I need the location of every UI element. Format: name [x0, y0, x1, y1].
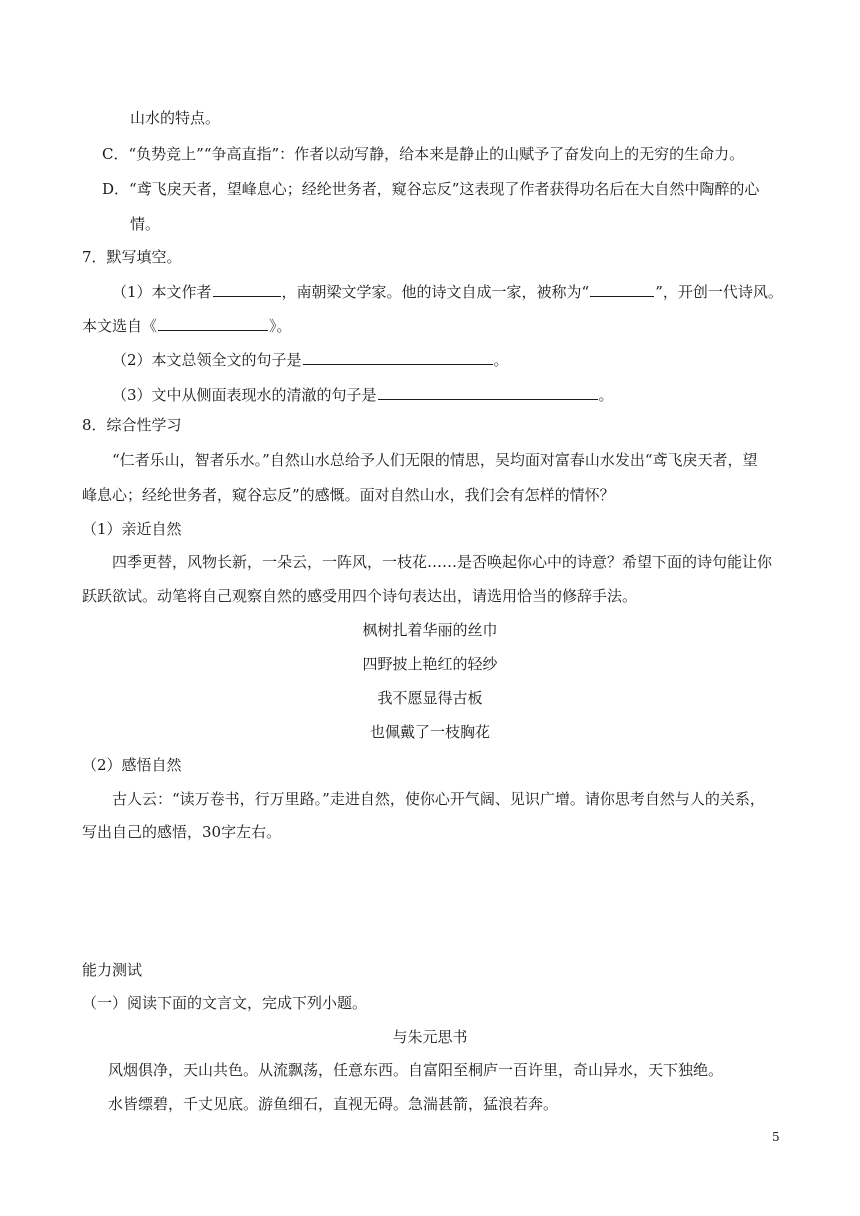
q8-intro-line1: “仁者乐山，智者乐水。”自然山水总给予人们无限的情思，吴均面对富春山水发出“鸢飞戾天者，望	[112, 451, 758, 469]
q7-sub1-text-c: ”，开创一代诗风。	[655, 283, 783, 301]
page-number: 5	[772, 1130, 780, 1144]
option-c-label: C．	[102, 145, 129, 163]
q8-part2-title: （2）感悟自然	[82, 756, 182, 774]
blank-summary-sentence[interactable]	[303, 349, 493, 365]
q7-sub1-text-b: ，南朝梁文学家。他的诗文自成一家，被称为“	[281, 283, 590, 301]
option-d-continuation: 情。	[130, 215, 161, 233]
q7-sub2-end: 。	[493, 351, 509, 369]
blank-clear-water-sentence[interactable]	[378, 384, 598, 400]
q7-sub1-text-e: 》。	[269, 317, 292, 335]
q7-sub3-text: （3）文中从侧面表现水的清澈的句子是	[112, 386, 377, 404]
q7-sub2-text: （2）本文总领全文的句子是	[112, 351, 302, 369]
poem-line: 也佩戴了一枝胸花	[369, 723, 490, 741]
q8-title: 8．综合性学习	[82, 416, 182, 434]
q7-title: 7．默写填空。	[82, 248, 182, 266]
q7-sub1-cont	[82, 315, 292, 336]
blank-style-name[interactable]	[590, 281, 654, 297]
q8-part1-text-line2: 跃跃欲试。动笔将自己观察自然的感受用四个诗句表达出，请选用恰当的修辞手法。	[82, 587, 638, 605]
q7-sub2	[112, 349, 509, 370]
section-title: 能力测试	[82, 961, 143, 979]
q8-part1-title: （1）亲近自然	[82, 520, 182, 538]
q7-sub1	[112, 281, 783, 302]
q8-part2-text-line2: 写出自己的感悟，30字左右。	[82, 823, 282, 841]
option-d	[102, 179, 759, 199]
poem-line: 我不愿显得古板	[377, 689, 483, 707]
option-c	[102, 144, 744, 164]
q7-sub1-text-d: 本文选自《	[82, 317, 158, 335]
option-d-text: “鸢飞戾天者，望峰息心；经纶世务者，窥谷忘反”这表现了作者获得功名后在大自然中陶醉的心	[129, 180, 760, 198]
article-paragraph: 水皆缥碧，千丈见底。游鱼细石，直视无碍。急湍甚箭，猛浪若奔。	[108, 1095, 559, 1113]
poem-line: 四野披上艳红的轻纱	[362, 655, 498, 673]
q7-sub3-end: 。	[598, 386, 614, 404]
poem-line: 枫树扎着华丽的丝巾	[362, 621, 498, 639]
option-b-continuation: 山水的特点。	[130, 109, 221, 127]
q7-sub1-text-a: （1）本文作者	[112, 283, 212, 301]
blank-source-book[interactable]	[158, 315, 268, 331]
q8-intro-line2: 峰息心；经纶世务者，窥谷忘反”的感慨。面对自然山水，我们会有怎样的情怀？	[82, 486, 615, 504]
option-d-label: D．	[102, 180, 130, 198]
q8-part2-text-line1: 古人云：“读万卷书，行万里路。”走进自然，使你心开气阔、见识广增。请你思考自然与人的关系，	[112, 790, 765, 808]
section-subtitle: （一）阅读下面的文言文，完成下列小题。	[82, 994, 368, 1012]
q8-part1-text-line1: 四季更替，风物长新，一朵云，一阵风，一枝花……是否唤起你心中的诗意？希望下面的诗句能让你	[112, 553, 773, 571]
option-c-text: “负势竞上”“争高直指”：作者以动写静，给本来是静止的山赋予了奋发向上的无穷的生命力。	[128, 145, 745, 163]
article-paragraph: 风烟俱净，天山共色。从流飘荡，任意东西。自富阳至桐庐一百许里，奇山异水，天下独绝。	[108, 1061, 724, 1079]
q7-sub3	[112, 384, 614, 405]
blank-author[interactable]	[213, 281, 281, 297]
article-title: 与朱元思书	[392, 1028, 468, 1046]
